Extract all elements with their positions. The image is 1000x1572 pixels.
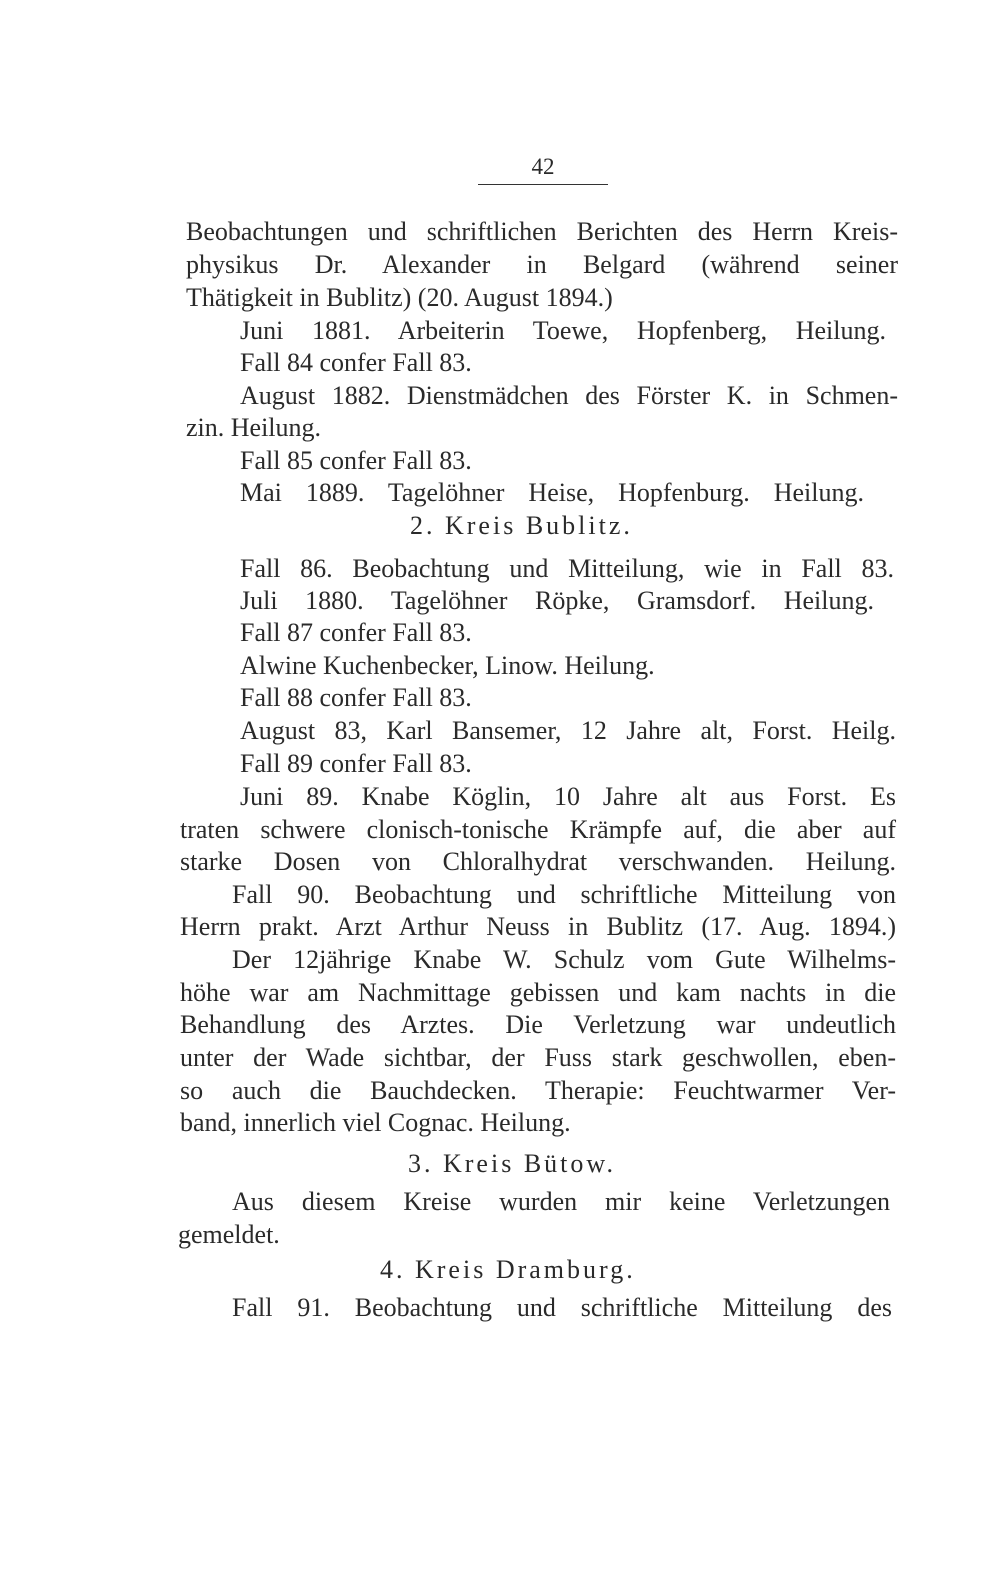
text-line: Alwine Kuchenbecker, Linow. Heilung.: [240, 651, 655, 680]
text-line: Mai 1889. Tagelöhner Heise, Hopfenburg. Heilung.: [240, 478, 864, 507]
text-line: unter der Wade sichtbar, der Fuss stark geschwollen, eben-: [180, 1043, 896, 1072]
text-line: starke Dosen von Chloralhydrat verschwanden. Heilung.: [180, 847, 896, 876]
text-line: August 1882. Dienstmädchen des Förster K. in Schmen-: [240, 381, 898, 410]
text-line: Fall 86. Beobachtung und Mitteilung, wie in Fall 83.: [240, 554, 894, 583]
text-line: Fall 91. Beobachtung und schriftliche Mitteilung des: [232, 1293, 892, 1322]
text-line: Fall 89 confer Fall 83.: [240, 749, 472, 778]
page-number: 42: [531, 154, 555, 179]
text-line: Fall 90. Beobachtung und schriftliche Mitteilung von: [232, 880, 896, 909]
section-heading: 3. Kreis Bütow.: [408, 1149, 616, 1178]
text-line: höhe war am Nachmittage gebissen und kam nachts in die: [180, 978, 896, 1007]
text-line: Aus diesem Kreise wurden mir keine Verletzungen: [232, 1187, 890, 1216]
text-line: Beobachtungen und schriftlichen Berichten des Herrn Kreis-: [186, 217, 898, 246]
text-line: Juni 1881. Arbeiterin Toewe, Hopfenberg, Heilung.: [240, 316, 886, 345]
text-line: August 83, Karl Bansemer, 12 Jahre alt, Forst. Heilg.: [240, 716, 896, 745]
text-line: physikus Dr. Alexander in Belgard (während seiner: [186, 250, 898, 279]
text-line: zin. Heilung.: [186, 413, 322, 442]
text-line: Behandlung des Arztes. Die Verletzung war undeutlich: [180, 1010, 896, 1039]
page-number-rule: [478, 184, 608, 185]
section-heading: 4. Kreis Dramburg.: [380, 1255, 636, 1284]
text-line: band, innerlich viel Cognac. Heilung.: [180, 1108, 571, 1137]
text-line: Fall 87 confer Fall 83.: [240, 618, 472, 647]
text-line: traten schwere clonisch-tonische Krämpfe auf, die aber auf: [180, 815, 896, 844]
text-line: Thätigkeit in Bublitz) (20. August 1894.): [186, 283, 613, 312]
section-heading: 2. Kreis Bublitz.: [410, 511, 633, 540]
text-line: Juni 89. Knabe Köglin, 10 Jahre alt aus Forst. Es: [240, 782, 896, 811]
text-line: so auch die Bauchdecken. Therapie: Feuchtwarmer Ver-: [180, 1076, 896, 1105]
text-line: Juli 1880. Tagelöhner Röpke, Gramsdorf. Heilung.: [240, 586, 874, 615]
text-line: Fall 88 confer Fall 83.: [240, 683, 472, 712]
text-line: Herrn prakt. Arzt Arthur Neuss in Bublitz (17. Aug. 1894.): [180, 912, 896, 941]
text-line: gemeldet.: [178, 1220, 280, 1249]
text-line: Der 12jährige Knabe W. Schulz vom Gute Wilhelms-: [232, 945, 896, 974]
text-line: Fall 85 confer Fall 83.: [240, 446, 472, 475]
text-line: Fall 84 confer Fall 83.: [240, 348, 472, 377]
